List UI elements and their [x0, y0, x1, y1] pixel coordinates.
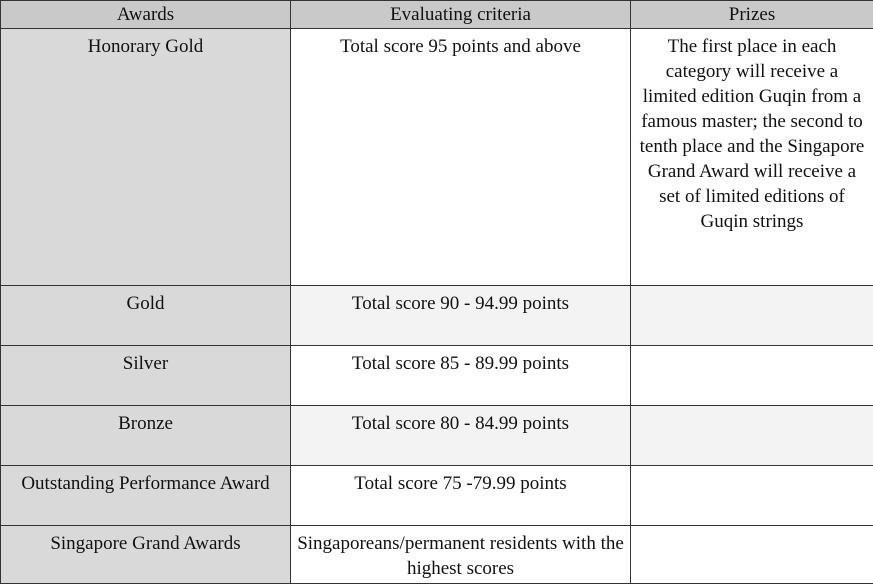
award-cell: Bronze [1, 406, 291, 466]
prize-cell [631, 286, 873, 346]
table-row [1, 346, 873, 406]
award-cell: Singapore Grand Awards [1, 526, 291, 584]
table-row [1, 406, 873, 466]
table-row [1, 526, 873, 584]
award-cell: Outstanding Performance Award [1, 466, 291, 526]
prize-cell [631, 466, 873, 526]
prize-cell [631, 406, 873, 466]
prize-cell: The first place in each category will receive a limited edition Guqin from a famous master; the second to tenth place and the Singapore Grand Award will receive a set of limited editions of Guqin strings [631, 29, 873, 286]
criteria-cell: Total score 75 -79.99 points [291, 466, 631, 526]
table-row [1, 286, 873, 346]
criteria-cell: Total score 95 points and above [291, 29, 631, 286]
criteria-cell: Total score 90 - 94.99 points [291, 286, 631, 346]
prize-cell [631, 346, 873, 406]
criteria-cell: Singaporeans/permanent residents with the highest scores [291, 526, 631, 584]
award-cell: Honorary Gold [1, 29, 291, 286]
prize-cell [631, 526, 873, 584]
award-cell: Silver [1, 346, 291, 406]
award-cell: Gold [1, 286, 291, 346]
criteria-cell: Total score 80 - 84.99 points [291, 406, 631, 466]
header-awards: Awards [1, 1, 291, 29]
header-prizes: Prizes [631, 1, 873, 29]
table-row [1, 466, 873, 526]
table-row [1, 29, 873, 286]
criteria-cell: Total score 85 - 89.99 points [291, 346, 631, 406]
header-criteria: Evaluating criteria [291, 1, 631, 29]
header-row [1, 1, 873, 29]
